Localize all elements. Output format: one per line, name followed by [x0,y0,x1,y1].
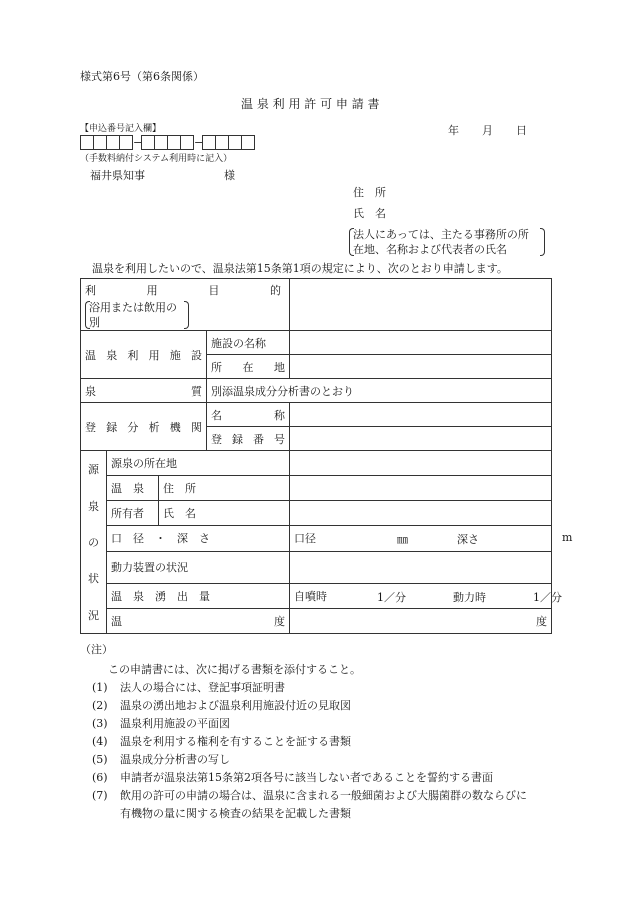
lab-reg-label: 登 録 番 号 [207,427,290,451]
temperature-label: 温 度 [111,614,285,628]
corporation-note-line1: 法人にあっては、主たる事務所の所 [353,228,529,241]
lab-name-label: 名 称 [207,403,290,427]
lab-label-cell [81,403,207,451]
application-number-note: （手数料納付システム利用時に記入） [80,154,233,164]
purpose-sub-label: 浴用または飲用の別 [85,300,189,330]
source-status-char: 況 [88,608,99,622]
note-item: (7) 飲用の許可の申請の場合は、温泉に含まれる一般細菌および大腸菌群の数ならびに [92,789,527,802]
yield-value[interactable] [290,583,562,608]
digit-box[interactable] [215,135,229,150]
date-month-label: 月 [482,124,493,137]
digit-box[interactable] [106,135,120,150]
source-status-char: 状 [88,572,99,586]
application-table [80,278,573,634]
purpose-label: 利 用 目 的 [85,284,281,297]
facility-location-label: 所 在 地 [207,355,290,379]
facility-name-input[interactable] [290,331,552,355]
source-location-input[interactable] [290,451,552,476]
addressee-honorific: 様 [224,169,235,182]
temperature-input[interactable] [290,608,552,633]
facility-name-label: 施設の名称 [207,331,290,355]
facility-location-input[interactable] [290,355,552,379]
temperature-label-cell [107,608,290,633]
date-day-label: 日 [516,124,527,137]
digit-box[interactable] [167,135,181,150]
digit-box[interactable] [228,135,242,150]
temperature-unit: 度 [536,614,547,628]
pumped-flow-unit: 1／分 [533,590,562,604]
digit-box[interactable] [241,135,255,150]
digit-box[interactable] [119,135,133,150]
digit-box[interactable] [80,135,94,150]
applicant-address-label: 住 所 [353,186,386,199]
page-title: 温 泉 利 用 許 可 申 請 書 [241,97,380,111]
pumped-flow-label: 動力時 [453,590,486,604]
power-input[interactable] [290,551,552,583]
note-item: (2) 温泉の湧出地および温泉利用施設付近の見取図 [92,699,351,712]
purpose-label-cell [81,279,290,331]
application-number-label: 【申込番号記入欄】 [80,124,162,134]
digit-box[interactable] [93,135,107,150]
natural-flow-label: 自噴時 [294,589,327,603]
purpose-input[interactable] [290,279,552,331]
intro-text: 温泉を利用したいので、温泉法第15条第1項の規定により、次のとおり申請します。 [92,262,508,275]
application-number-boxes[interactable] [80,135,255,150]
source-status-char: の [88,535,99,549]
depth-unit: m [562,531,573,545]
source-status-label [81,451,107,634]
note-item: (1) 法人の場合には、登記事項証明書 [92,681,285,694]
owner-address-input[interactable] [290,476,552,501]
separator: − [194,136,204,149]
applicant-name-label: 氏 名 [353,207,386,220]
quality-value: 別添温泉成分分析書のとおり [207,379,552,403]
owner-name-input[interactable] [290,501,552,526]
owner-address-label: 住 所 [159,476,290,501]
diameter-label: 口径 [294,532,316,546]
lab-name-input[interactable] [290,403,552,427]
corporation-note [349,227,545,257]
lab-reg-input[interactable] [290,427,552,451]
note-item: (4) 温泉を利用する権利を有することを証する書類 [92,735,351,748]
source-status-char: 源 [88,463,99,477]
source-location-label: 源泉の所在地 [107,451,290,476]
quality-label-cell [81,379,207,403]
facility-label: 温 泉 利 用 施 設 [85,348,202,362]
digit-box[interactable] [180,135,194,150]
form-number: 様式第6号（第6条関係） [80,70,204,83]
power-label: 動力装置の状況 [107,551,290,583]
note-item: (3) 温泉利用施設の平面図 [92,717,230,730]
owner-name-label: 氏 名 [159,501,290,526]
addressee-name: 福井県知事 [90,169,145,182]
depth-label: 深さ [457,533,479,547]
quality-label: 泉 質 [85,384,202,398]
digit-box[interactable] [202,135,216,150]
facility-label-cell [81,331,207,379]
corporation-note-line2: 在地、名称および代表者の氏名 [353,243,507,256]
notes-lead: この申請書には、次に掲げる書類を添付すること。 [108,663,361,676]
date-year-label: 年 [448,124,459,137]
separator: − [133,136,143,149]
notes-header: （注） [80,643,113,656]
diameter-depth-label: 口 径 ・ 深 さ [107,526,290,551]
natural-flow-unit: 1／分 [377,590,406,604]
digit-box[interactable] [154,135,168,150]
notes-section [80,641,527,823]
note-item: (6) 申請者が温泉法第15条第2項各号に該当しない者であることを誓約する書面 [92,771,493,784]
owner-label-1: 温 泉 [107,476,159,501]
digit-box[interactable] [141,135,155,150]
diameter-unit: ㎜ [397,533,408,547]
owner-label-2: 所有者 [107,501,159,526]
lab-label: 登 録 分 析 機 関 [85,420,202,434]
source-status-char: 泉 [88,499,99,513]
note-item: (5) 温泉成分分析書の写し [92,753,230,766]
note-item-continuation: 有機物の量に関する検査の結果を記載した書類 [120,807,351,820]
diameter-depth-value[interactable] [290,526,573,551]
yield-label: 温 泉 湧 出 量 [107,583,290,608]
